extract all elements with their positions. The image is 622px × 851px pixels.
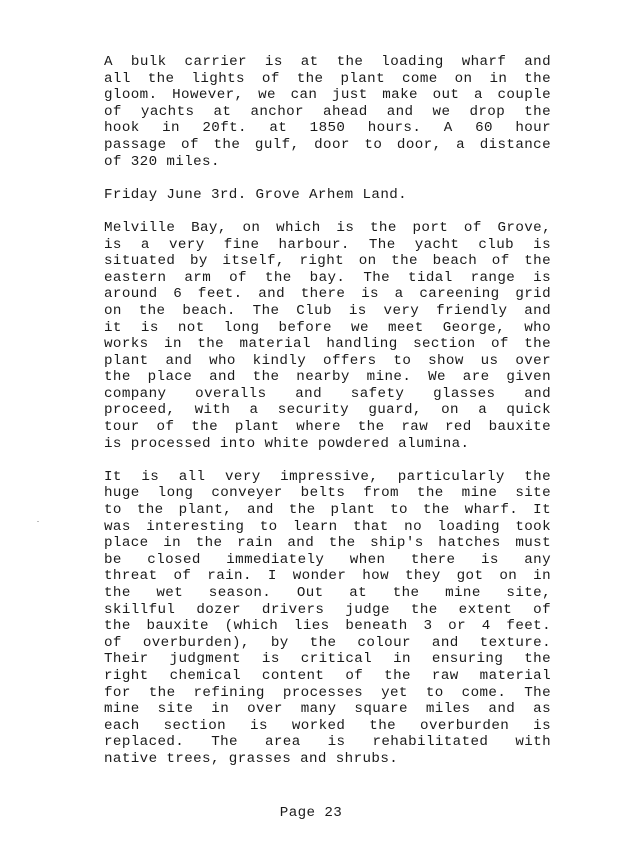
paragraph-gap (104, 203, 551, 220)
text-line: right chemical content of the raw material (104, 667, 551, 684)
text-line: around 6 feet. and there is a careening grid (104, 286, 551, 303)
text-line: proceed, with a security guard, on a quick (104, 402, 551, 419)
text-line: it is not long before we meet George, who (104, 319, 551, 336)
text-line: gloom. However, we can just make out a couple (104, 87, 551, 104)
text-line: Melville Bay, on which is the port of Grove, (104, 219, 551, 236)
text-line: plant and who kindly offers to show us over (104, 352, 551, 369)
text-line: threat of rain. I wonder how they got on in (104, 568, 551, 585)
text-line: of overburden), by the colour and texture. (104, 634, 551, 651)
text-line: of yachts at anchor ahead and we drop the (104, 103, 551, 120)
paragraph-gap (104, 452, 551, 469)
text-line: native trees, grasses and shrubs. (104, 750, 399, 767)
text-line: of 320 miles. (104, 153, 220, 170)
text-line: tour of the plant where the raw red bauxite (104, 419, 551, 436)
text-line: hook in 20ft. at 1850 hours. A 60 hour (104, 120, 551, 137)
text-line: skillful dozer drivers judge the extent of (104, 601, 551, 618)
text-line: is processed into white powdered alumina. (104, 435, 470, 452)
text-line: all the lights of the plant come on in the (104, 70, 551, 87)
text-line: company overalls and safety glasses and (104, 385, 551, 402)
page-number: Page 23 (279, 805, 343, 821)
text-line: the wet season. Out at the mine site, (104, 585, 551, 601)
text-line: on the beach. The Club is very friendly and (104, 302, 551, 319)
text-line: eastern arm of the bay. The tidal range is (104, 269, 551, 286)
text-line: be closed immediately when there is any (104, 551, 551, 568)
text-line: passage of the gulf, door to door, a distance (104, 136, 551, 153)
text-line: works in the material handling section of the (104, 336, 551, 353)
paragraph-3 (104, 469, 551, 768)
text-line: A bulk carrier is at the loading wharf and (104, 54, 551, 70)
text-line: mine site in over many square miles and as (104, 701, 551, 718)
scan-speck (37, 521, 39, 522)
text-line: Friday June 3rd. Grove Arhem Land. (104, 186, 408, 203)
paragraph-1 (104, 54, 551, 170)
text-line: is a very fine harbour. The yacht club is (104, 236, 551, 253)
paragraph-2 (104, 220, 551, 452)
text-line: Their judgment is critical in ensuring the (104, 651, 551, 668)
text-line: each section is worked the overburden is (104, 717, 551, 734)
text-line: replaced. The area is rehabilitated with (104, 734, 551, 751)
text-line: to the plant, and the plant to the wharf. It (104, 502, 551, 519)
text-line: for the refining processes yet to come. The (104, 684, 551, 701)
text-line: It is all very impressive, particularly the (104, 468, 551, 485)
text-line: the place and the nearby mine. We are given (104, 369, 551, 386)
text-line: place in the rain and the ship's hatches must (104, 535, 551, 552)
text-line: was interesting to learn that no loading took (104, 518, 551, 535)
date-heading (104, 187, 551, 204)
text-line: the bauxite (which lies beneath 3 or 4 feet. (104, 618, 551, 635)
paragraph-gap (104, 170, 551, 187)
text-line: huge long conveyer belts from the mine site (104, 485, 551, 502)
text-line: situated by itself, right on the beach of the (104, 253, 551, 270)
page-body (104, 54, 551, 768)
